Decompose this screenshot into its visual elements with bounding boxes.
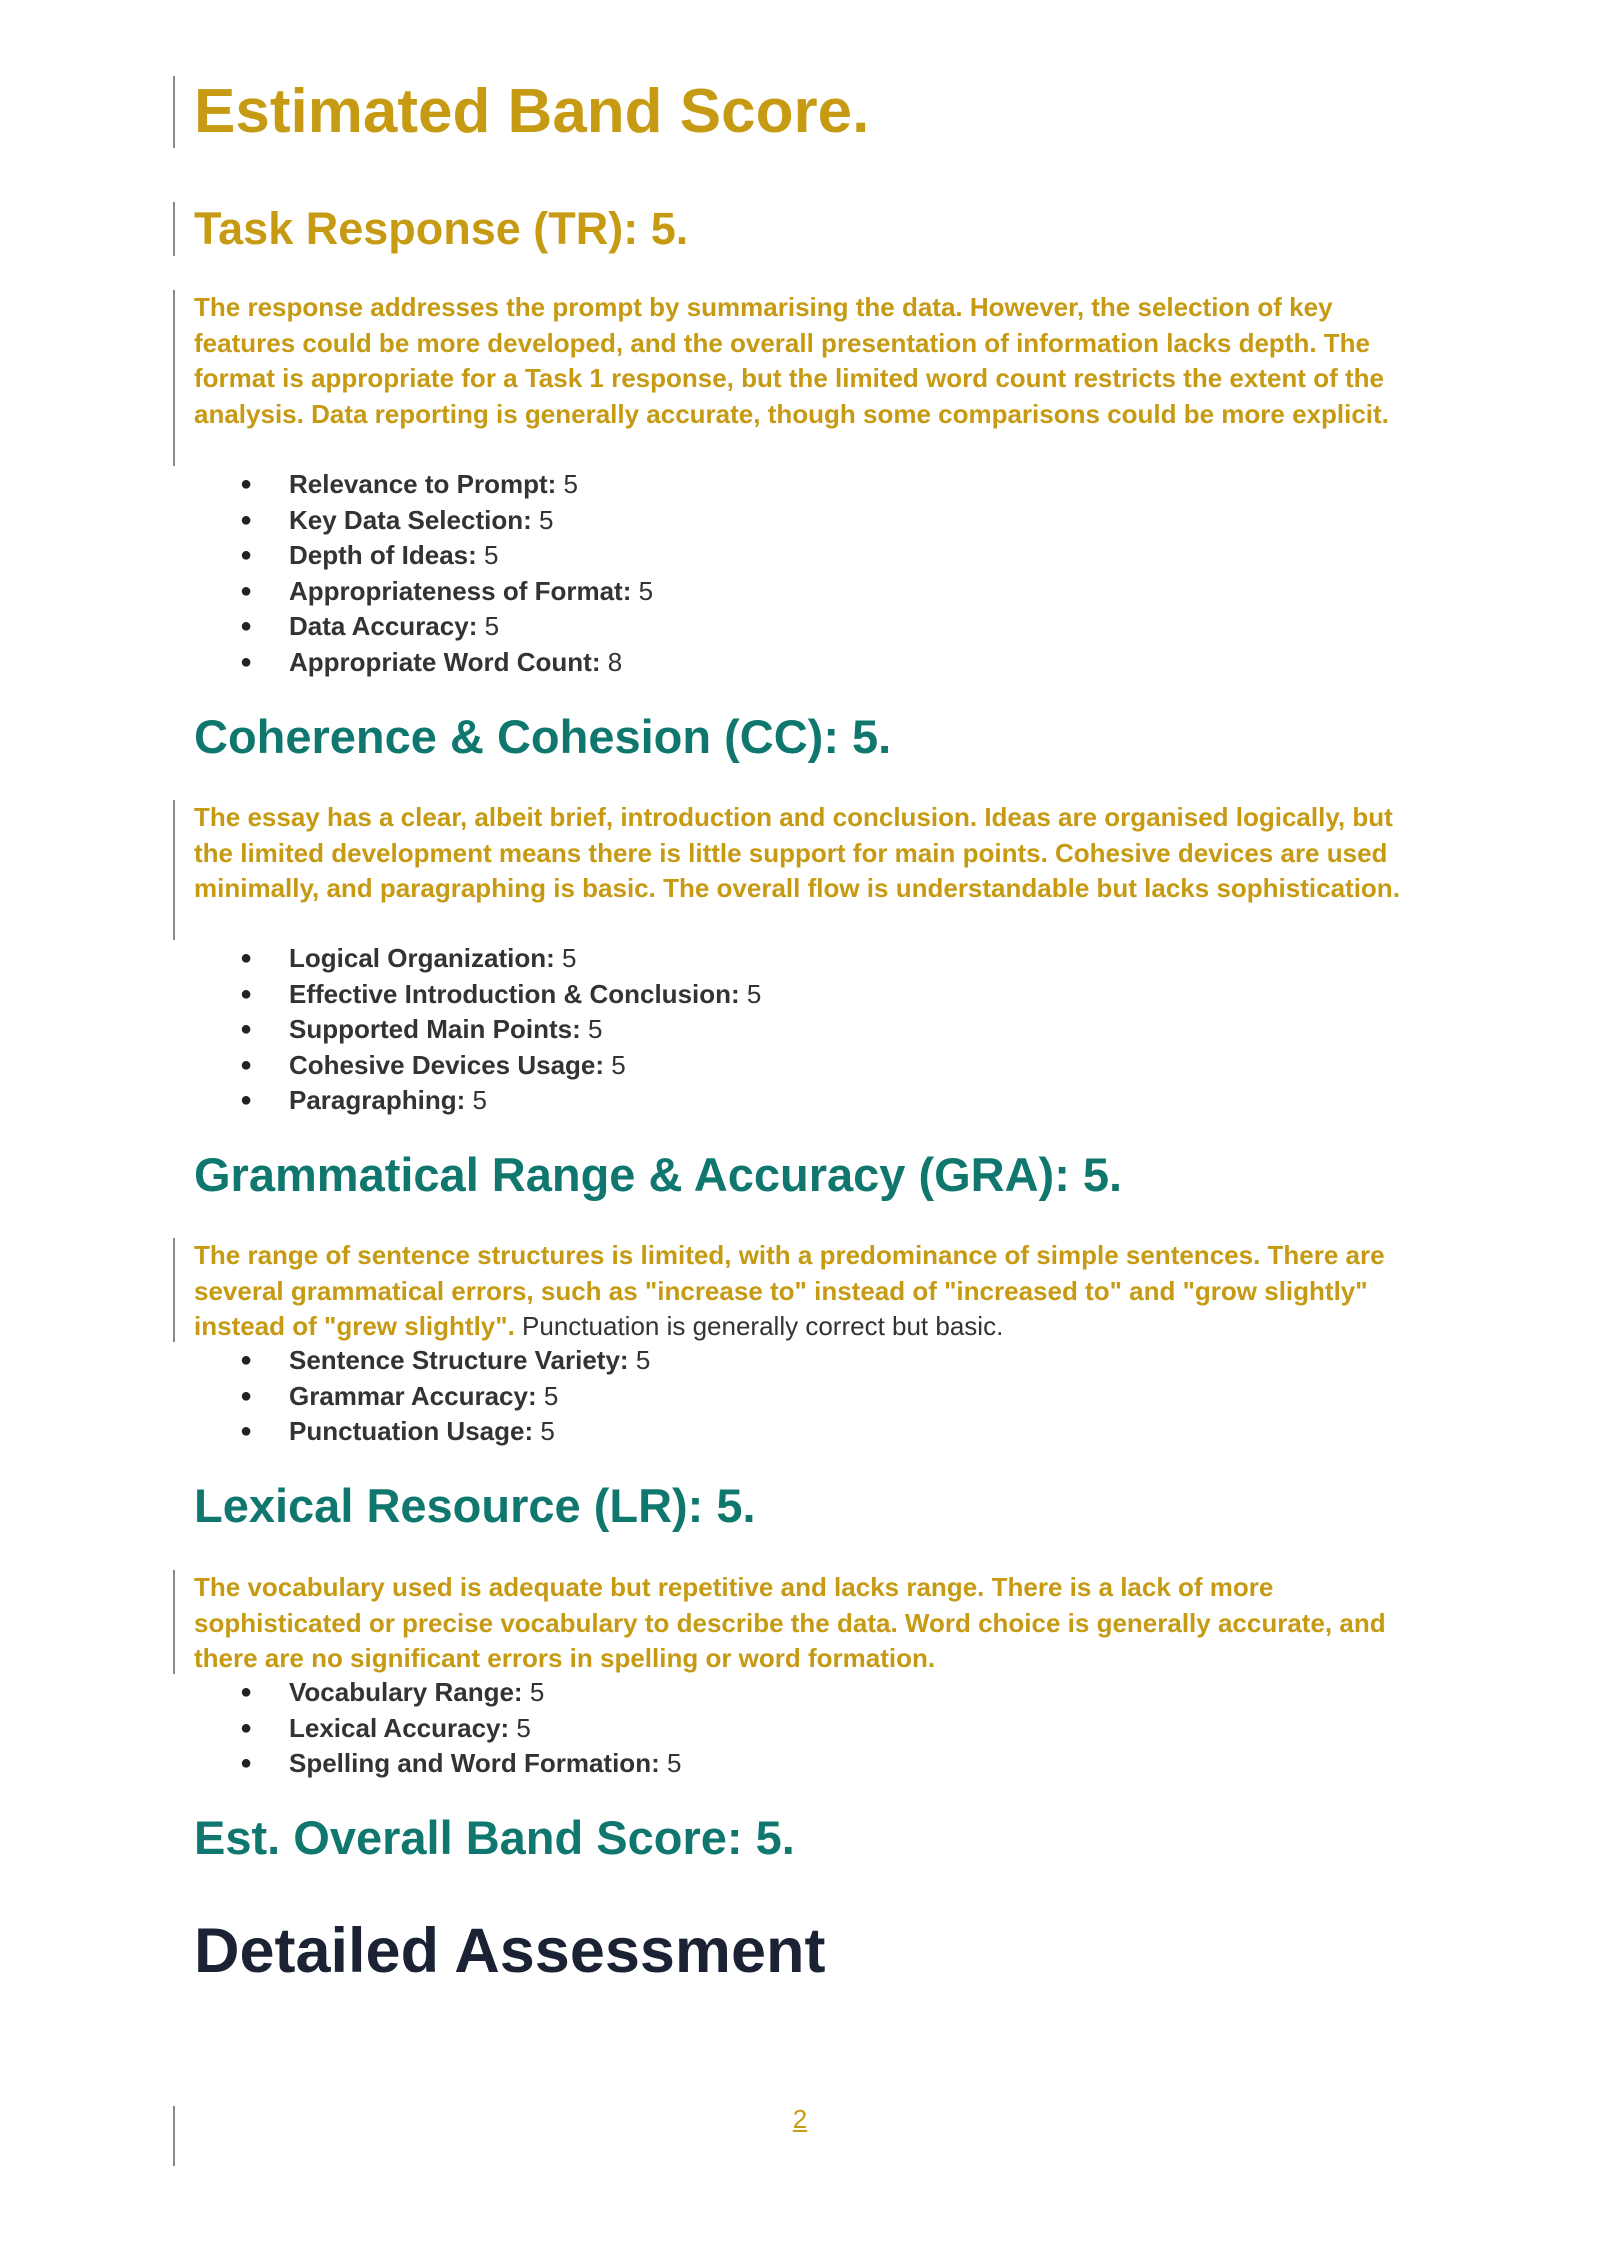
criterion-label: Logical Organization: <box>289 943 555 973</box>
list-item <box>194 1379 650 1415</box>
list-item <box>194 645 653 681</box>
overall-score-heading: Est. Overall Band Score: 5. <box>194 1811 795 1864</box>
lexical-criteria-list <box>194 1675 681 1782</box>
margin-bar <box>173 800 175 940</box>
margin-bar <box>173 76 175 148</box>
criterion-score: 5 <box>472 1085 487 1115</box>
criterion-score: 5 <box>484 611 500 641</box>
task-response-heading: Task Response (TR): 5. <box>194 203 689 254</box>
task-response-criteria-list <box>194 467 653 680</box>
criterion-score: 5 <box>540 1416 555 1446</box>
detailed-assessment-heading: Detailed Assessment <box>194 1916 826 1986</box>
criterion-label: Vocabulary Range: <box>289 1677 523 1707</box>
criterion-label: Lexical Accuracy: <box>289 1712 510 1743</box>
criterion-label: Cohesive Devices Usage: <box>289 1049 605 1080</box>
criterion-score: 8 <box>607 646 623 677</box>
lexical-heading: Lexical Resource (LR): 5. <box>194 1479 756 1532</box>
list-item <box>194 1746 681 1782</box>
list-item <box>194 467 653 503</box>
criterion-score: 5 <box>516 1712 531 1743</box>
list-item <box>194 503 653 539</box>
criterion-label: Data Accuracy: <box>289 611 478 641</box>
grammar-paragraph-plain: Punctuation is generally correct but basic. <box>522 1311 1004 1341</box>
criterion-label: Depth of Ideas: <box>289 540 477 570</box>
list-item <box>194 1675 681 1711</box>
coherence-paragraph: The essay has a clear, albeit brief, introduction and conclusion. Ideas are organised logically, but the limited development means there is little support for main points. Cohesive devices are used minimally, and paragraphing is basic. The overall flow is understandable but lacks sophistication. <box>194 802 1400 903</box>
criterion-score: 5 <box>588 1014 603 1044</box>
page-title: Estimated Band Score. <box>194 77 870 146</box>
criterion-score: 5 <box>543 1380 559 1411</box>
list-item <box>194 941 761 977</box>
criterion-score: 5 <box>638 575 654 606</box>
criterion-label: Supported Main Points: <box>289 1014 581 1044</box>
list-item <box>194 609 653 645</box>
margin-bar <box>173 202 175 256</box>
criterion-label: Key Data Selection: <box>289 504 532 535</box>
criterion-label: Relevance to Prompt: <box>289 469 557 499</box>
criterion-label: Paragraphing: <box>289 1085 466 1115</box>
criterion-label: Appropriateness of Format: <box>289 575 632 606</box>
list-item <box>194 538 653 574</box>
criterion-score: 5 <box>484 540 499 570</box>
task-response-paragraph: The response addresses the prompt by summarising the data. However, the selection of key features could be more developed, and the overall presentation of information lacks depth. The format is appropriate for a Task 1 response, but the limited word count restricts the extent of the analysis. Data reporting is generally accurate, though some comparisons could be more explicit. <box>194 292 1389 429</box>
criterion-score: 5 <box>529 1677 545 1707</box>
grammar-paragraph-highlight: The range of sentence structures is limited, with a predominance of simple sentences. There are several grammatical errors, such as "increase to" instead of "increased to" and "grow slightly" instead of "grew slightly". <box>194 1240 1385 1341</box>
list-item <box>194 1012 761 1048</box>
criterion-label: Spelling and Word Formation: <box>289 1748 660 1778</box>
list-item <box>194 574 653 610</box>
grammar-paragraph <box>194 1238 1414 1345</box>
criterion-label: Grammar Accuracy: <box>289 1380 537 1411</box>
list-item <box>194 1083 761 1119</box>
criterion-score: 5 <box>746 978 762 1009</box>
margin-bar <box>173 290 175 466</box>
margin-bar <box>173 1238 175 1342</box>
lexical-paragraph: The vocabulary used is adequate but repetitive and lacks range. There is a lack of more sophisticated or precise vocabulary to describe the data. Word choice is generally accurate, and there are no significant errors in spelling or word formation. <box>194 1572 1386 1673</box>
grammar-criteria-list <box>194 1343 650 1450</box>
criterion-score: 5 <box>666 1748 682 1778</box>
criterion-score: 5 <box>538 504 554 535</box>
criterion-score: 5 <box>611 1049 626 1080</box>
criterion-label: Sentence Structure Variety: <box>289 1345 629 1375</box>
criterion-score: 5 <box>562 943 577 973</box>
list-item <box>194 1414 650 1450</box>
list-item <box>194 1343 650 1379</box>
criterion-label: Punctuation Usage: <box>289 1416 534 1446</box>
coherence-heading: Coherence & Cohesion (CC): 5. <box>194 710 892 763</box>
page-number-link[interactable]: 2 <box>792 2104 808 2134</box>
list-item <box>194 977 761 1013</box>
criterion-label: Effective Introduction & Conclusion: <box>289 978 740 1009</box>
criterion-label: Appropriate Word Count: <box>289 646 601 677</box>
coherence-criteria-list <box>194 941 761 1119</box>
margin-bar <box>173 1570 175 1674</box>
list-item <box>194 1048 761 1084</box>
grammar-heading: Grammatical Range & Accuracy (GRA): 5. <box>194 1148 1123 1201</box>
criterion-score: 5 <box>635 1345 651 1375</box>
criterion-score: 5 <box>563 469 578 499</box>
list-item <box>194 1711 681 1747</box>
